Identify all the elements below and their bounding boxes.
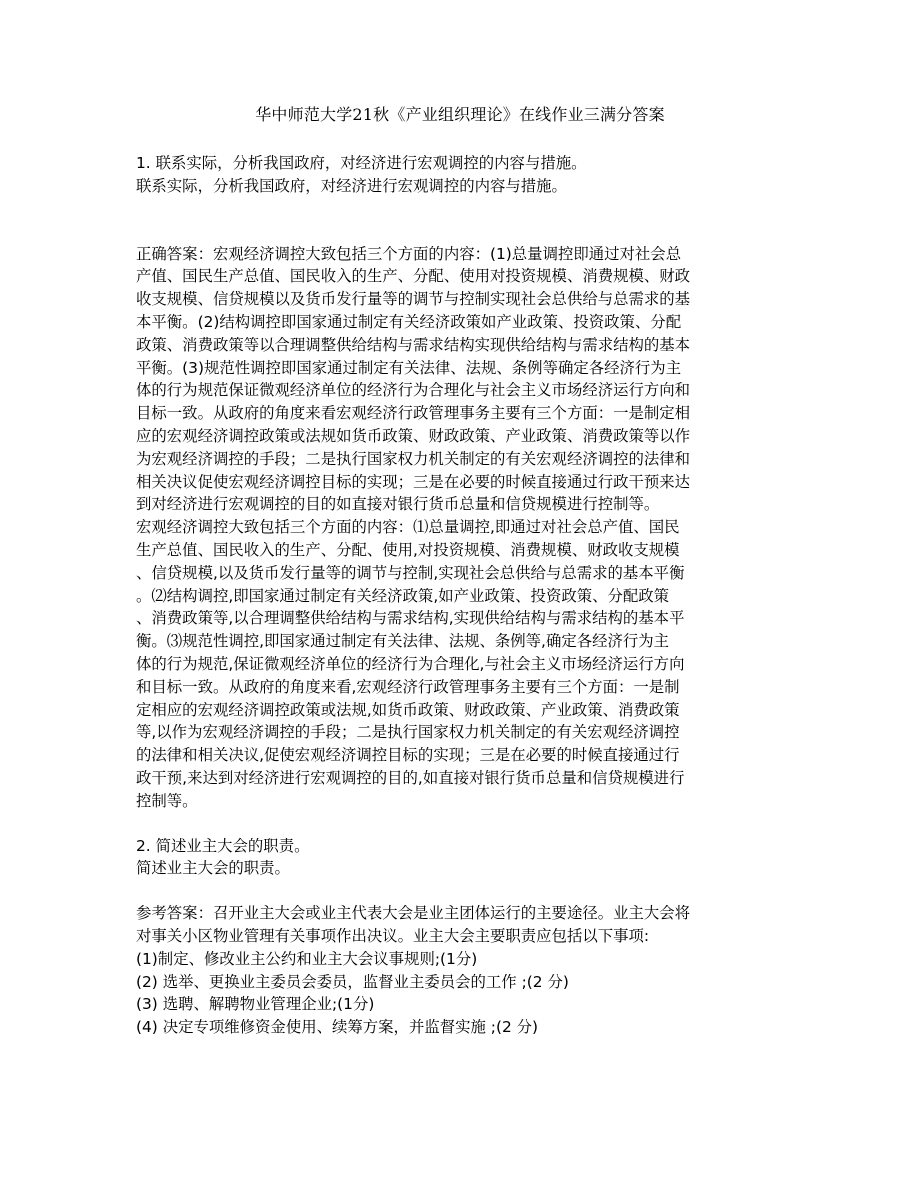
answer-line: (2) 选举、更换业主委员会委员，监督业主委员会的工作 ;(2 分) <box>136 972 569 991</box>
answer-line: 体的行为规范保证微观经济单位的经济行为合理化与社会主义市场经济运行方向和 <box>136 381 691 400</box>
answer-line: 为宏观经济调控的手段；二是执行国家权力机关制定的有关宏观经济调控的法律和 <box>136 449 691 468</box>
page-title: 华中师范大学21秋《产业组织理论》在线作业三满分答案 <box>255 105 665 124</box>
answer-line: 生产总值、国民收入的生产、分配、使用,对投资规模、消费规模、财政收支规模 <box>136 540 680 559</box>
answer-line: 正确答案：宏观经济调控大致包括三个方面的内容：(1)总量调控即通过对社会总 <box>136 244 682 263</box>
answer-line: 衡。⑶规范性调控,即国家通过制定有关法律、法规、条例等,确定各经济行为主 <box>136 632 670 651</box>
answer-line: 、信贷规模,以及货币发行量等的调节与控制,实现社会总供给与总需求的基本平衡 <box>136 563 685 582</box>
answer-line: 控制等。 <box>136 791 198 810</box>
spacer <box>136 880 788 902</box>
answer-line: 产值、国民生产总值、国民收入的生产、分配、使用对投资规模、消费规模、财政 <box>136 267 691 286</box>
answer-line: 。⑵结构调控,即国家通过制定有关经济政策,如产业政策、投资政策、分配政策 <box>136 586 670 605</box>
question-2-answer <box>136 902 788 1039</box>
question-2-prompt: 2. 简述业主大会的职责。 <box>136 836 310 855</box>
answer-line: 相关决议促使宏观经济调控目标的实现；三是在必要的时候直接通过行政干预来达 <box>136 472 691 491</box>
answer-line: 本平衡。(2)结构调控即国家通过制定有关经济政策如产业政策、投资政策、分配 <box>136 312 682 331</box>
answer-line: 、消费政策等,以合理调整供给结构与需求结构,实现供给结构与需求结构的基本平 <box>136 609 685 628</box>
answer-line: 等,以作为宏观经济调控的手段；二是执行国家权力机关制定的有关宏观经济调控 <box>136 723 680 742</box>
answer-line: 平衡。(3)规范性调控即国家通过制定有关法律、法规、条例等确定各经济行为主 <box>136 358 682 377</box>
answer-line: 应的宏观经济调控政策或法规如货币政策、财政政策、产业政策、消费政策等以作 <box>136 426 691 445</box>
spacer <box>136 813 788 835</box>
document-body <box>136 152 788 1039</box>
answer-line: 宏观经济调控大致包括三个方面的内容：⑴总量调控,即通过对社会总产值、国民 <box>136 518 680 537</box>
answer-line: 到对经济进行宏观调控的目的如直接对银行货币总量和信贷规模进行控制等。 <box>136 495 660 514</box>
question-1 <box>136 152 788 813</box>
spacer <box>136 198 788 243</box>
question-1-restated: 联系实际，分析我国政府，对经济进行宏观调控的内容与措施。 <box>136 176 567 195</box>
answer-line: 体的行为规范,保证微观经济单位的经济行为合理化,与社会主义市场经济运行方向 <box>136 654 685 673</box>
answer-line: (1)制定、修改业主公约和业主大会议事规则;(1分) <box>136 949 478 968</box>
answer-line: (3) 选聘、解聘物业管理企业;(1分) <box>136 995 375 1014</box>
answer-line: 定相应的宏观经济调控政策或法规,如货币政策、财政政策、产业政策、消费政策 <box>136 700 680 719</box>
answer-line: 收支规模、信贷规模以及货币发行量等的调节与控制实现社会总供给与总需求的基 <box>136 290 691 309</box>
answer-line: 的法律和相关决议,促使宏观经济调控目标的实现；三是在必要的时候直接通过行 <box>136 746 680 765</box>
answer-line: 政干预,来达到对经济进行宏观调控的目的,如直接对银行货币总量和信贷规模进行 <box>136 768 685 787</box>
answer-line: 参考答案：召开业主大会或业主代表大会是业主团体运行的主要途径。业主大会将 <box>136 904 691 923</box>
answer-line: 目标一致。从政府的角度来看宏观经济行政管理事务主要有三个方面：一是制定相 <box>136 404 691 423</box>
answer-line: 和目标一致。从政府的角度来看,宏观经济行政管理事务主要有三个方面：一是制 <box>136 677 680 696</box>
question-1-prompt: 1. 联系实际，分析我国政府，对经济进行宏观调控的内容与措施。 <box>136 154 587 172</box>
answer-line: 政策、消费政策等以合理调整供给结构与需求结构实现供给结构与需求结构的基本 <box>136 335 691 354</box>
question-2 <box>136 835 788 1039</box>
answer-line: (4) 决定专项维修资金使用、续筹方案，并监督实施 ;(2 分) <box>136 1018 539 1037</box>
question-1-answer <box>136 243 788 813</box>
question-2-restated: 简述业主大会的职责。 <box>136 859 290 878</box>
answer-line: 对事关小区物业管理有关事项作出决议。业主大会主要职责应包括以下事项: <box>136 926 650 945</box>
